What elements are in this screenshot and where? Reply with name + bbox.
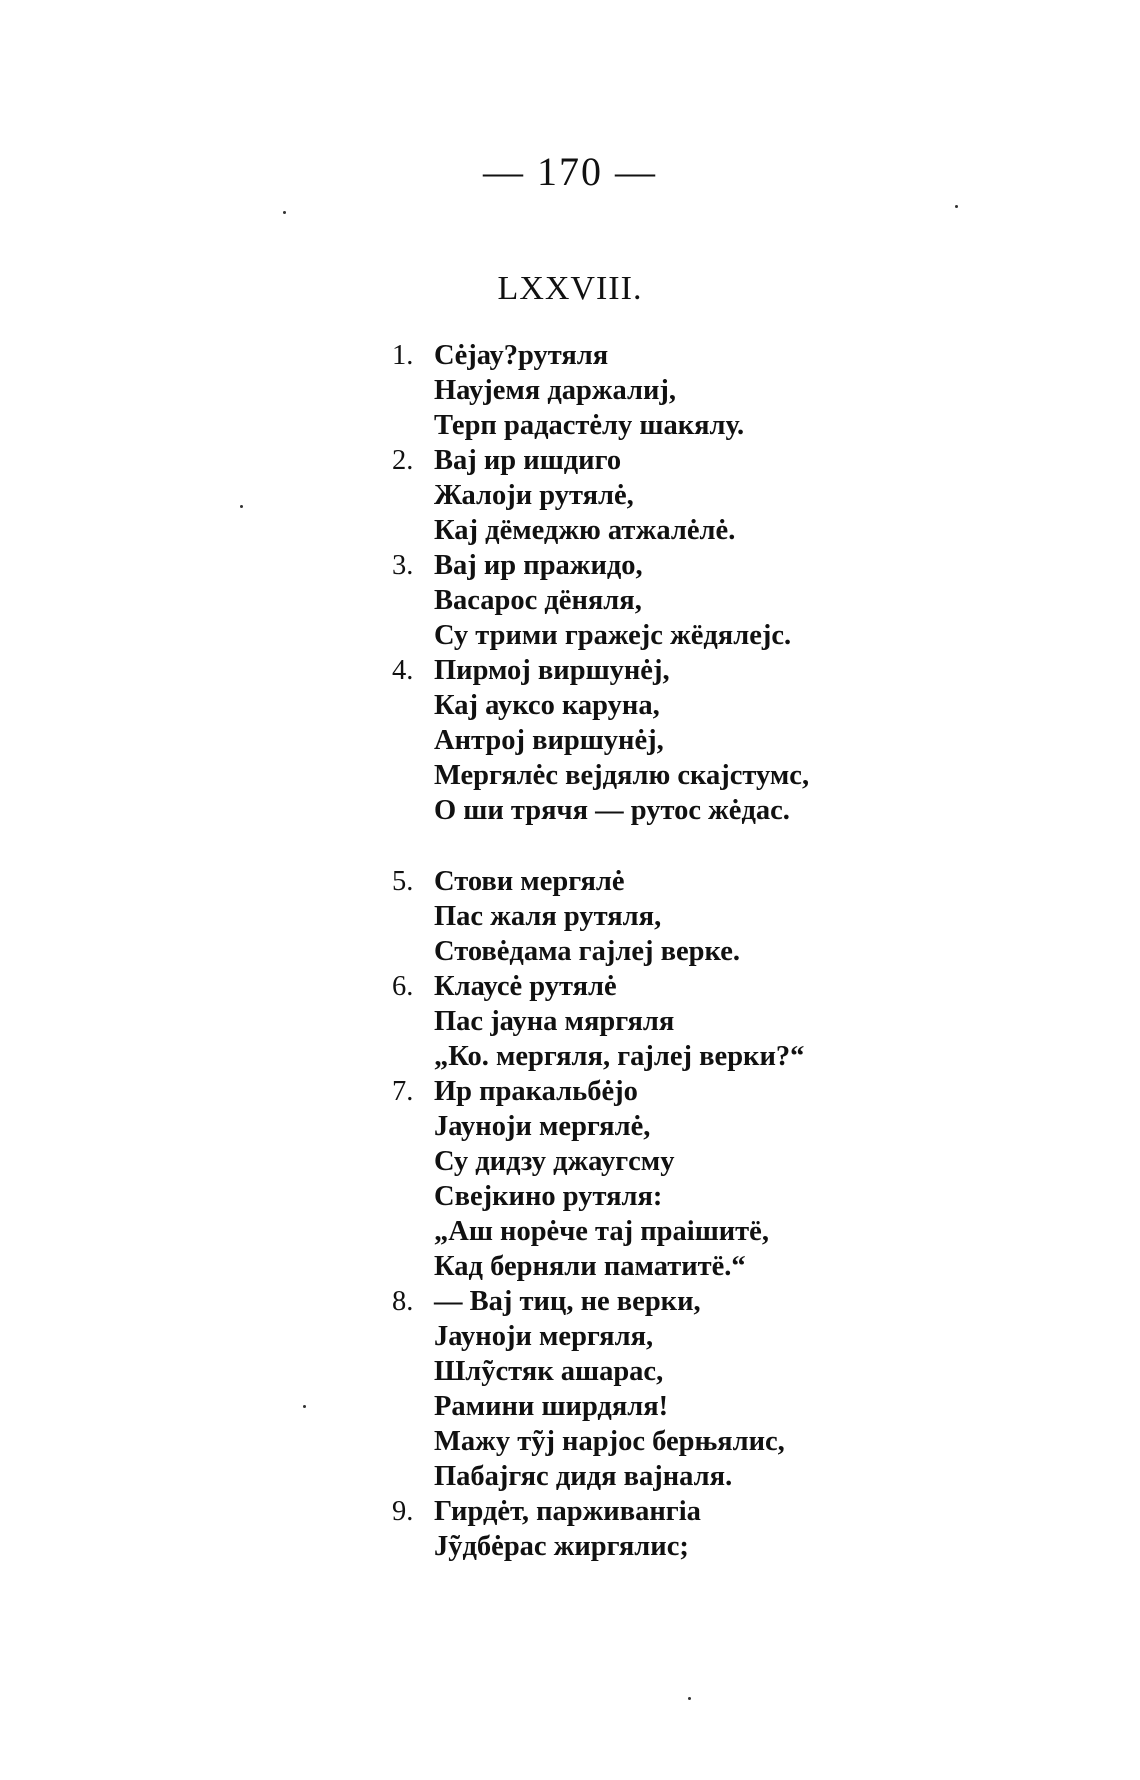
stanza-number: 7.: [392, 1076, 414, 1107]
line-text: Терп радастėлу шакялу.: [434, 410, 745, 441]
line-text: Стови мергялė: [434, 866, 625, 897]
poem-line: [392, 373, 1112, 408]
stanza-number: 5.: [392, 866, 414, 897]
scan-speck: [303, 1405, 306, 1408]
stanza-number: 3.: [392, 550, 414, 581]
line-text: Антрој виршунėј,: [434, 725, 664, 756]
poem-line: [392, 1319, 1112, 1354]
stanza-2: [392, 443, 1112, 548]
poem-line: [392, 1144, 1112, 1179]
line-text: — Вај тиц, не верки,: [434, 1286, 701, 1317]
poem-line: [392, 969, 1112, 1004]
poem-line: [392, 408, 1112, 443]
line-text: Кај дёмеджю атжалėлė.: [434, 515, 736, 546]
line-text: „Ко. мергяля, гајлеј верки?“: [434, 1041, 805, 1072]
line-text: Јỹдбėрас жиргялис;: [434, 1531, 689, 1562]
poem-line: [392, 548, 1112, 583]
poem-line: [392, 864, 1112, 899]
stanza-number: 4.: [392, 655, 414, 686]
line-text: Вај ир ишдиго: [434, 445, 622, 476]
poem-line: [392, 1494, 1112, 1529]
line-text: Клаусė рутялė: [434, 971, 617, 1002]
line-text: Гирдėт, парживангіа: [434, 1496, 701, 1527]
line-text: Наујемя даржалиј,: [434, 375, 677, 406]
line-text: Ир пракальбėјо: [434, 1076, 638, 1107]
line-text: Мажу тỹј нарјос берњялис,: [434, 1426, 785, 1457]
line-text: Пирмој виршунėј,: [434, 655, 670, 686]
line-text: Жалоји рутялė,: [434, 480, 634, 511]
line-text: Васарос дёняля,: [434, 585, 642, 616]
poem-line: [392, 1389, 1112, 1424]
stanza-6: [392, 969, 1112, 1074]
scan-speck: [688, 1697, 691, 1700]
stanza-5: [392, 864, 1112, 969]
line-text: „Аш норėче тај праішитё,: [434, 1216, 769, 1247]
poem-line: [392, 793, 1112, 828]
poem-line: [392, 338, 1112, 373]
poem-line: [392, 723, 1112, 758]
poem-line: [392, 1179, 1112, 1214]
stanza-9: [392, 1494, 1112, 1564]
scan-speck: [240, 505, 243, 508]
line-text: Кад берняли паматитё.“: [434, 1251, 746, 1282]
line-text: Пас жаля рутяля,: [434, 901, 662, 932]
line-text: Вај ир пражидо,: [434, 550, 643, 581]
stanza-3: [392, 548, 1112, 653]
section-title: LXXVIII.: [497, 270, 643, 307]
poem-line: [392, 1004, 1112, 1039]
line-text: О ши трячя — рутос жėдас.: [434, 795, 790, 826]
poem-line: [392, 478, 1112, 513]
stanza-4: [392, 653, 1112, 828]
poem-line: [392, 513, 1112, 548]
poem-line: [392, 1284, 1112, 1319]
poem-line: [392, 934, 1112, 969]
poem-line: [392, 1529, 1112, 1564]
poem-line: [392, 899, 1112, 934]
poem-line: [392, 1249, 1112, 1284]
poem-line: [392, 758, 1112, 793]
poem-line: [392, 443, 1112, 478]
poem-line: [392, 1424, 1112, 1459]
stanza-7: [392, 1074, 1112, 1284]
line-text: Сėјау?рутяля: [434, 340, 609, 371]
line-text: Су трими гражејс жёдялејс.: [434, 620, 792, 651]
page-number: — 170 —: [483, 149, 657, 194]
poem-line: [392, 653, 1112, 688]
stanza-number: 2.: [392, 445, 414, 476]
line-text: Стовėдама гајлеј верке.: [434, 936, 740, 967]
poem-line: [392, 688, 1112, 723]
stanza-number: 1.: [392, 340, 414, 371]
scan-speck: [955, 205, 958, 208]
poem-line: [392, 1109, 1112, 1144]
line-text: Јауноји мергяля,: [434, 1321, 654, 1352]
poem-line: [392, 618, 1112, 653]
scan-speck: [283, 211, 286, 214]
stanza-8: [392, 1284, 1112, 1494]
poem-line: [392, 583, 1112, 618]
poem-line: [392, 1214, 1112, 1249]
line-text: Пас јауна мяргяля: [434, 1006, 675, 1037]
line-text: Рамини ширдяля!: [434, 1391, 669, 1422]
poem-line: [392, 1354, 1112, 1389]
line-text: Су дидзу джаугсму: [434, 1146, 675, 1177]
poem-line: [392, 1039, 1112, 1074]
poem-line: [392, 1459, 1112, 1494]
poem: [392, 338, 1112, 1564]
stanza-number: 6.: [392, 971, 414, 1002]
line-text: Пабајгяс дидя вајналя.: [434, 1461, 733, 1492]
line-text: Кај ауксо каруна,: [434, 690, 660, 721]
stanza-number: 9.: [392, 1496, 414, 1527]
stanza-number: 8.: [392, 1286, 414, 1317]
line-text: Мергялėс вејдялю скајстумс,: [434, 760, 810, 791]
poem-line: [392, 1074, 1112, 1109]
line-text: Јауноји мергялė,: [434, 1111, 651, 1142]
line-text: Шлỹстяк ашарас,: [434, 1356, 664, 1387]
line-text: Свејкино рутяля:: [434, 1181, 663, 1212]
stanza-1: [392, 338, 1112, 443]
